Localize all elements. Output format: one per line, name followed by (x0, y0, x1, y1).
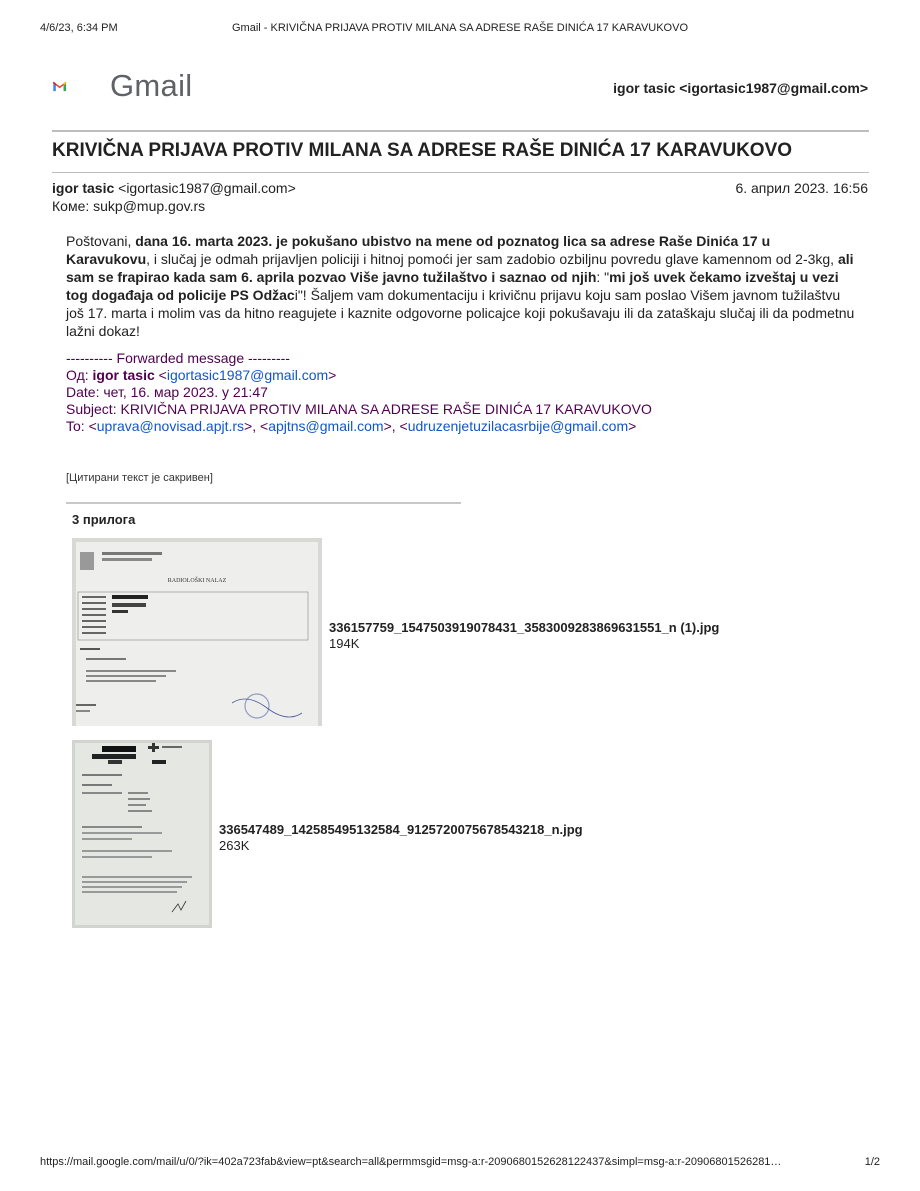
attachment-name-2[interactable]: 336547489_142585495132584_9125720075678543218_n.jpg (219, 822, 583, 837)
attachment-size-2: 263K (219, 838, 250, 853)
attachment-name-1[interactable]: 336157759_1547503919078431_3583009283869631551_n (1).jpg (329, 620, 720, 635)
body-text-bold: dana 16. marta 2023. je pokušano ubistvo na mene od poznatog lica sa adrese Raše Dinića 17 u Karavukovu (66, 233, 771, 267)
forward-from-email-link[interactable]: igortasic1987@gmail.com (166, 367, 329, 383)
gmail-logo-icon (52, 68, 100, 104)
gmail-wordmark: Gmail (110, 68, 193, 103)
attachments-count: 3 прилога (72, 512, 136, 527)
body-text-bold: mi još uvek čekamo izveštaj u vezi tog događaja od policije PS Odžac (66, 269, 839, 303)
body-text: : " (596, 269, 610, 285)
sender-name: igor tasic (52, 180, 115, 196)
forward-date: Date: чет, 16. мар 2023. у 21:47 (66, 384, 268, 400)
attachment-thumbnail-2[interactable] (72, 740, 212, 928)
scanned-document-image (72, 740, 212, 928)
attachment-size-1: 194K (329, 636, 360, 651)
account-identity: igor tasic <igortasic1987@gmail.com> (613, 80, 868, 96)
email-body (66, 232, 856, 340)
body-text: Poštovani, (66, 233, 136, 249)
subject-divider (52, 172, 869, 173)
print-date: 4/6/23, 6:34 PM (40, 22, 118, 34)
email-date: 6. април 2023. 16:56 (735, 180, 868, 196)
body-text: , i slučaj je odmah prijavljen policiji i hitnoj pomoći jer sam zadobio ozbiljnu povredu glave kamennom od 2-3kg, (146, 251, 838, 267)
email-subject: KRIVIČNA PRIJAVA PROTIV MILANA SA ADRESE RAŠE DINIĆA 17 KARAVUKOVO (52, 140, 793, 161)
attachments-divider (66, 502, 461, 504)
forward-to: To: <uprava@novisad.apjt.rs>, <apjtns@gmail.com>, <udruzenjetuzilacasrbije@gmail.com> (66, 418, 637, 434)
forward-separator: ---------- Forwarded message --------- (66, 350, 290, 366)
header-divider (52, 130, 869, 132)
print-footer-url: https://mail.google.com/mail/u/0/?ik=402a723fab&view=pt&search=all&permmsgid=msg-a:r-2090680152628122437&simpl=msg-a:r-20906801526281… (40, 1156, 782, 1168)
forwarded-message (66, 350, 866, 435)
sender-email: <igortasic1987@gmail.com> (114, 180, 296, 196)
sender-line (52, 180, 296, 196)
quoted-text-hidden[interactable]: [Цитирани текст је сакривен] (66, 472, 213, 484)
forward-to-link-1[interactable]: uprava@novisad.apjt.rs (96, 418, 245, 434)
scanned-document-image (72, 538, 322, 726)
body-text-bold: ali sam se frapirao kada sam 6. aprila pozvao Više javno tužilaštvo i saznao od njih (66, 251, 854, 285)
forward-to-link-2[interactable]: apjtns@gmail.com (268, 418, 384, 434)
print-page-title: Gmail - KRIVIČNA PRIJAVA PROTIV MILANA SA ADRESE RAŠE DINIĆA 17 KARAVUKOVO (231, 22, 689, 34)
attachment-thumbnail-1[interactable] (72, 538, 322, 726)
print-page-number: 1/2 (864, 1156, 880, 1168)
forward-to-link-3[interactable]: udruzenjetuzilacasrbije@gmail.com (407, 418, 629, 434)
recipient-line: Коме: sukp@mup.gov.rs (52, 198, 206, 214)
forward-from: Од: igor tasic <igortasic1987@gmail.com> (66, 367, 337, 383)
thumbnail-doc-title: RADIOLOŠKI NALAZ (167, 578, 227, 584)
body-text: i"! Šaljem vam dokumentaciju i krivičnu prijavu koju sam poslao Višem javnom tužilaštvu još 17. marta i molim vas da hitno reagujete i kaznite odgovorne policajce koji pokušavaju ili da zataškaju slučaj ili da podmetnu lažni dokaz! (66, 287, 855, 339)
forward-subject: Subject: KRIVIČNA PRIJAVA PROTIV MILANA SA ADRESE RAŠE DINIĆA 17 KARAVUKOVO (66, 401, 652, 417)
